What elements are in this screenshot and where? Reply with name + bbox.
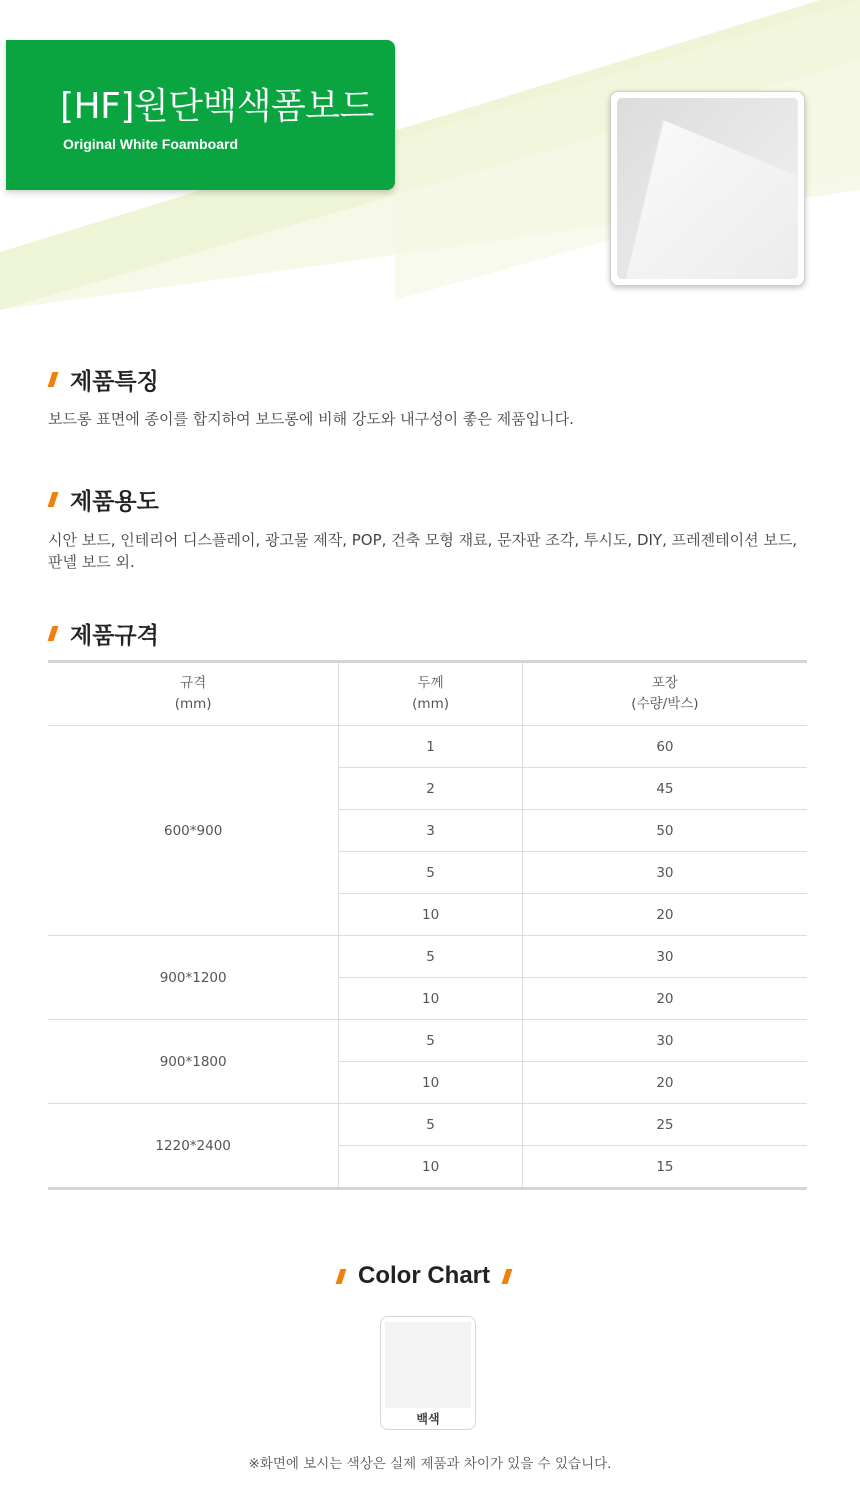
column-header-unit: (수량/박스) bbox=[631, 696, 699, 712]
thickness-cell: 10 bbox=[339, 1146, 523, 1189]
table-row bbox=[48, 1020, 807, 1062]
thickness-cell: 10 bbox=[339, 894, 523, 936]
column-header-line: 두께 bbox=[417, 675, 444, 691]
size-cell: 1220*2400 bbox=[48, 1104, 339, 1189]
color-notice: ※화면에 보시는 색상은 실제 제품과 차이가 있을 수 있습니다. bbox=[248, 1456, 612, 1472]
thickness-cell: 10 bbox=[339, 1062, 523, 1104]
spec-table bbox=[48, 660, 807, 1190]
qty-cell: 45 bbox=[522, 768, 807, 810]
thickness-cell: 5 bbox=[339, 936, 523, 978]
column-header-line: 규격 bbox=[180, 675, 207, 691]
product-photo bbox=[610, 91, 805, 286]
column-header-thickness bbox=[339, 662, 523, 726]
thickness-cell: 3 bbox=[339, 810, 523, 852]
color-chart-heading-label: Color Chart bbox=[358, 1262, 490, 1289]
qty-cell: 30 bbox=[522, 852, 807, 894]
features-text: 보드롱 표면에 종이를 합지하여 보드롱에 비해 강도와 내구성이 좋은 제품입니다. bbox=[48, 410, 574, 428]
column-header-line: 포장 bbox=[651, 675, 678, 691]
specs-heading-label: 제품규격 bbox=[70, 622, 159, 649]
foamboard-image bbox=[617, 98, 798, 279]
hero-banner bbox=[0, 0, 860, 310]
color-swatch-card bbox=[380, 1316, 476, 1430]
color-swatch-name: 백색 bbox=[416, 1412, 440, 1426]
thickness-cell: 2 bbox=[339, 768, 523, 810]
qty-cell: 30 bbox=[522, 1020, 807, 1062]
size-cell: 600*900 bbox=[48, 726, 339, 936]
orange-slash-icon bbox=[48, 372, 59, 387]
thickness-cell: 10 bbox=[339, 978, 523, 1020]
orange-slash-icon bbox=[336, 1269, 347, 1284]
table-row bbox=[48, 1104, 807, 1146]
thickness-cell: 5 bbox=[339, 1104, 523, 1146]
qty-cell: 25 bbox=[522, 1104, 807, 1146]
column-header-size bbox=[48, 662, 339, 726]
usage-heading-label: 제품용도 bbox=[70, 488, 159, 515]
qty-cell: 50 bbox=[522, 810, 807, 852]
features-heading bbox=[48, 364, 159, 394]
size-cell: 900*1200 bbox=[48, 936, 339, 1020]
column-header-unit: (mm) bbox=[412, 696, 449, 712]
usage-text: 시안 보드, 인테리어 디스플레이, 광고물 제작, POP, 건축 모형 재료, 문자판 조각, 투시도, DIY, 프레젠테이션 보드, 판넬 보드 외. bbox=[48, 531, 798, 571]
table-row bbox=[48, 936, 807, 978]
column-header-unit: (mm) bbox=[174, 696, 212, 712]
qty-cell: 15 bbox=[522, 1146, 807, 1189]
orange-slash-icon bbox=[48, 626, 59, 641]
title-card bbox=[6, 40, 395, 190]
qty-cell: 20 bbox=[522, 1062, 807, 1104]
thickness-cell: 5 bbox=[339, 1020, 523, 1062]
column-header-packaging bbox=[522, 662, 807, 726]
spec-table-header bbox=[48, 662, 807, 726]
product-subtitle: Original White Foamboard bbox=[63, 136, 239, 152]
thickness-cell: 5 bbox=[339, 852, 523, 894]
thickness-cell: 1 bbox=[339, 726, 523, 768]
qty-cell: 30 bbox=[522, 936, 807, 978]
table-row bbox=[48, 726, 807, 768]
size-cell: 900*1800 bbox=[48, 1020, 339, 1104]
color-swatch bbox=[385, 1322, 471, 1408]
qty-cell: 60 bbox=[522, 726, 807, 768]
usage-heading bbox=[48, 484, 159, 514]
qty-cell: 20 bbox=[522, 894, 807, 936]
color-chart-heading bbox=[0, 1262, 860, 1290]
qty-cell: 20 bbox=[522, 978, 807, 1020]
orange-slash-icon bbox=[502, 1269, 513, 1284]
features-heading-label: 제품특징 bbox=[70, 368, 159, 395]
specs-heading bbox=[48, 618, 159, 648]
orange-slash-icon bbox=[48, 492, 59, 507]
product-title: [HF]원단백색폼보드 bbox=[60, 86, 374, 127]
